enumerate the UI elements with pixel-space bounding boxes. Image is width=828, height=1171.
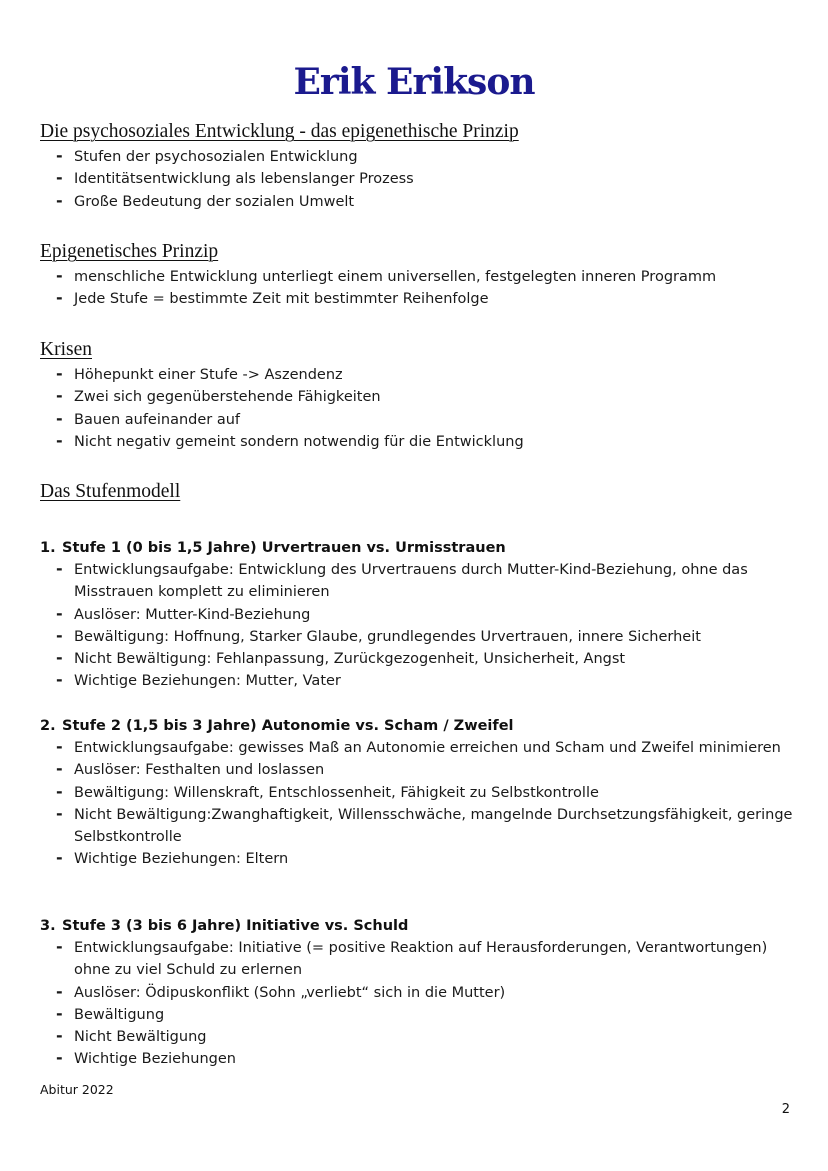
stage-heading-3 — [40, 915, 408, 937]
stage-heading-1 — [40, 537, 506, 559]
section-heading-epigenetisches-prinzip: Epigenetisches Prinzip — [40, 241, 219, 262]
list-item: - Entwicklungsaufgabe: Entwicklung des Urvertrauens durch Mutter-Kind-Beziehung, ohne das Misstrauen komplett zu eliminieren — [56, 559, 796, 604]
list-item: - Auslöser: Festhalten und loslassen — [56, 759, 796, 781]
list-item: - Nicht Bewältigung:Zwanghaftigkeit, Willensschwäche, mangelnde Durchsetzungsfähigkeit, geringe Selbstkontrolle — [56, 804, 796, 849]
list-item: - Wichtige Beziehungen — [56, 1048, 796, 1070]
list-item: - Jede Stufe = bestimmte Zeit mit bestimmter Reihenfolge — [56, 288, 796, 310]
list-item: - Nicht Bewältigung — [56, 1026, 796, 1048]
stage-list-2 — [56, 737, 796, 871]
list-item: - Bewältigung: Willenskraft, Entschlossenheit, Fähigkeit zu Selbstkontrolle — [56, 782, 796, 804]
stage-title: Stufe 1 (0 bis 1,5 Jahre) Urvertrauen vs. Urmisstrauen — [62, 540, 506, 556]
list-item: - Bewältigung: Hoffnung, Starker Glaube, grundlegendes Urvertrauen, innere Sicherheit — [56, 626, 796, 648]
stage-number: 1. — [40, 540, 56, 556]
stage-list-1 — [56, 559, 796, 693]
list-item: - Entwicklungsaufgabe: Initiative (= positive Reaktion auf Herausforderungen, Verantwortungen) ohne zu viel Schuld zu erlernen — [56, 937, 796, 982]
list-item: - Wichtige Beziehungen: Eltern — [56, 848, 796, 870]
section-heading-krisen: Krisen — [40, 339, 92, 360]
list-item: - Auslöser: Ödipuskonflikt (Sohn „verliebt“ sich in die Mutter) — [56, 982, 796, 1004]
list-item: - Stufen der psychosozialen Entwicklung — [56, 146, 796, 168]
stage-title: Stufe 2 (1,5 bis 3 Jahre) Autonomie vs. Scham / Zweifel — [62, 718, 514, 734]
list-item: - Auslöser: Mutter-Kind-Beziehung — [56, 604, 796, 626]
stage-number: 2. — [40, 718, 56, 734]
footer-text: Abitur 2022 — [40, 1082, 114, 1097]
stage-number: 3. — [40, 918, 56, 934]
list-item: - Höhepunkt einer Stufe -> Aszendenz — [56, 364, 796, 386]
list-item: - Bewältigung — [56, 1004, 796, 1026]
stage-title: Stufe 3 (3 bis 6 Jahre) Initiative vs. Schuld — [62, 918, 409, 934]
list-item: - Bauen aufeinander auf — [56, 409, 796, 431]
list-item: - menschliche Entwicklung unterliegt einem universellen, festgelegten inneren Programm — [56, 266, 796, 288]
section-heading-stufenmodell: Das Stufenmodell — [40, 481, 181, 502]
list-item: - Identitätsentwicklung als lebenslanger Prozess — [56, 168, 796, 190]
section-list-epigenetisches-prinzip — [56, 266, 796, 311]
list-item: - Nicht negativ gemeint sondern notwendig für die Entwicklung — [56, 431, 796, 453]
list-item: - Wichtige Beziehungen: Mutter, Vater — [56, 670, 796, 692]
list-item: - Zwei sich gegenüberstehende Fähigkeiten — [56, 386, 796, 408]
list-item: - Große Bedeutung der sozialen Umwelt — [56, 191, 796, 213]
section-list-krisen — [56, 364, 796, 453]
page-title: Erik Erikson — [293, 61, 535, 103]
section-list-psychosoziale-entwicklung — [56, 146, 796, 213]
stage-heading-2 — [40, 715, 514, 737]
list-item: - Nicht Bewältigung: Fehlanpassung, Zurückgezogenheit, Unsicherheit, Angst — [56, 648, 796, 670]
section-heading-psychosoziale-entwicklung: Die psychosoziales Entwicklung - das epigenethische Prinzip — [40, 121, 519, 142]
stage-list-3 — [56, 937, 796, 1071]
list-item: - Entwicklungsaufgabe: gewisses Maß an Autonomie erreichen und Scham und Zweifel minimieren — [56, 737, 796, 759]
page-number: 2 — [781, 1102, 790, 1117]
